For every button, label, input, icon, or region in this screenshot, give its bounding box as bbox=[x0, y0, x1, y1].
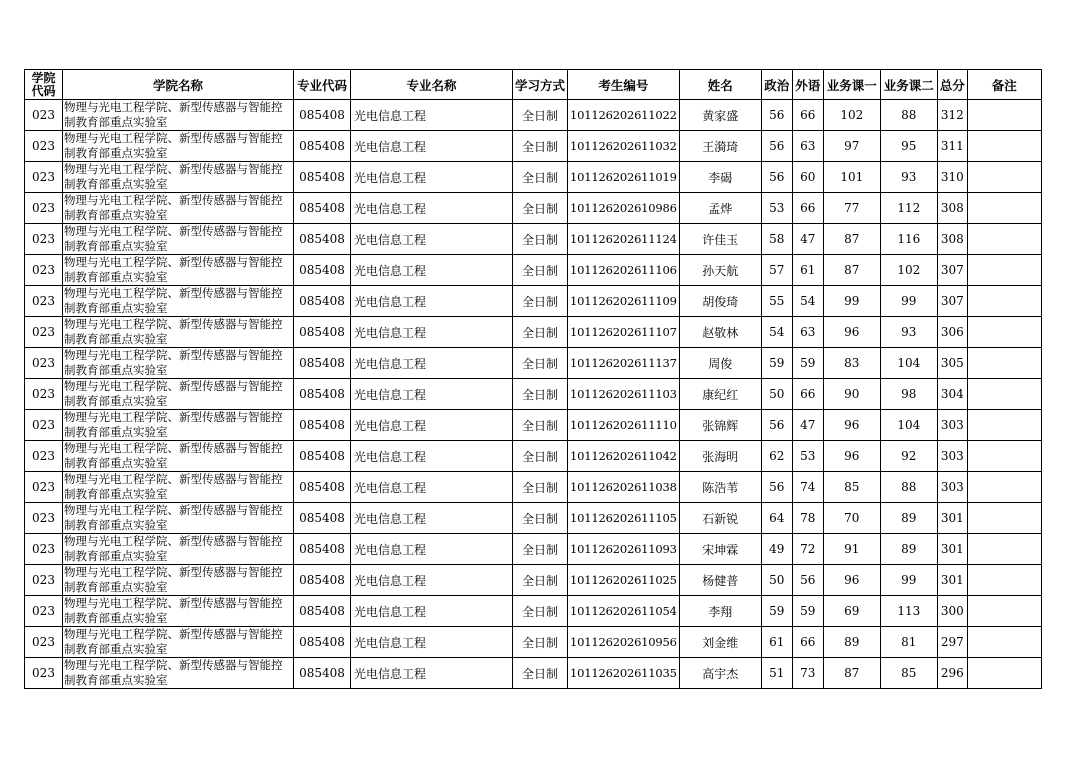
remarks-cell bbox=[967, 503, 1041, 534]
foreign-language-score-cell: 56 bbox=[792, 565, 823, 596]
college-code-cell: 023 bbox=[25, 255, 63, 286]
exam-number-cell: 101126202611103 bbox=[568, 379, 680, 410]
foreign-language-score-cell: 54 bbox=[792, 286, 823, 317]
major-name-cell: 光电信息工程 bbox=[351, 162, 513, 193]
remarks-cell bbox=[967, 162, 1041, 193]
remarks-cell bbox=[967, 565, 1041, 596]
subject-two-score-cell: 89 bbox=[880, 503, 937, 534]
foreign-language-score-cell: 47 bbox=[792, 410, 823, 441]
header-college-code: 学院代码 bbox=[25, 70, 63, 100]
major-code-cell: 085408 bbox=[294, 131, 351, 162]
student-name-cell: 黄家盛 bbox=[679, 100, 761, 131]
total-score-cell: 301 bbox=[937, 503, 967, 534]
study-mode-cell: 全日制 bbox=[513, 224, 568, 255]
college-code-cell: 023 bbox=[25, 100, 63, 131]
subject-two-score-cell: 99 bbox=[880, 286, 937, 317]
major-code-cell: 085408 bbox=[294, 441, 351, 472]
college-name-cell: 物理与光电工程学院、新型传感器与智能控制教育部重点实验室 bbox=[63, 131, 294, 162]
college-name-cell: 物理与光电工程学院、新型传感器与智能控制教育部重点实验室 bbox=[63, 286, 294, 317]
college-code-cell: 023 bbox=[25, 162, 63, 193]
student-name-cell: 陈浩苇 bbox=[679, 472, 761, 503]
college-name-cell: 物理与光电工程学院、新型传感器与智能控制教育部重点实验室 bbox=[63, 596, 294, 627]
politics-score-cell: 50 bbox=[761, 379, 792, 410]
foreign-language-score-cell: 66 bbox=[792, 193, 823, 224]
study-mode-cell: 全日制 bbox=[513, 503, 568, 534]
major-name-cell: 光电信息工程 bbox=[351, 658, 513, 689]
total-score-cell: 308 bbox=[937, 224, 967, 255]
major-name-cell: 光电信息工程 bbox=[351, 224, 513, 255]
foreign-language-score-cell: 78 bbox=[792, 503, 823, 534]
table-row bbox=[25, 565, 1042, 596]
politics-score-cell: 59 bbox=[761, 348, 792, 379]
major-code-cell: 085408 bbox=[294, 627, 351, 658]
college-name-cell: 物理与光电工程学院、新型传感器与智能控制教育部重点实验室 bbox=[63, 100, 294, 131]
exam-number-cell: 101126202611107 bbox=[568, 317, 680, 348]
major-code-cell: 085408 bbox=[294, 224, 351, 255]
remarks-cell bbox=[967, 224, 1041, 255]
remarks-cell bbox=[967, 627, 1041, 658]
exam-number-cell: 101126202611025 bbox=[568, 565, 680, 596]
study-mode-cell: 全日制 bbox=[513, 658, 568, 689]
header-politics: 政治 bbox=[761, 70, 792, 100]
table-row bbox=[25, 131, 1042, 162]
college-code-cell: 023 bbox=[25, 565, 63, 596]
major-name-cell: 光电信息工程 bbox=[351, 193, 513, 224]
table-row bbox=[25, 193, 1042, 224]
politics-score-cell: 51 bbox=[761, 658, 792, 689]
header-college-name: 学院名称 bbox=[63, 70, 294, 100]
college-name-cell: 物理与光电工程学院、新型传感器与智能控制教育部重点实验室 bbox=[63, 348, 294, 379]
subject-one-score-cell: 87 bbox=[823, 658, 880, 689]
college-code-cell: 023 bbox=[25, 410, 63, 441]
major-code-cell: 085408 bbox=[294, 658, 351, 689]
college-code-cell: 023 bbox=[25, 348, 63, 379]
table-row bbox=[25, 627, 1042, 658]
total-score-cell: 307 bbox=[937, 255, 967, 286]
subject-two-score-cell: 112 bbox=[880, 193, 937, 224]
total-score-cell: 303 bbox=[937, 472, 967, 503]
remarks-cell bbox=[967, 379, 1041, 410]
table-row bbox=[25, 348, 1042, 379]
college-name-cell: 物理与光电工程学院、新型传感器与智能控制教育部重点实验室 bbox=[63, 379, 294, 410]
study-mode-cell: 全日制 bbox=[513, 348, 568, 379]
study-mode-cell: 全日制 bbox=[513, 131, 568, 162]
college-name-cell: 物理与光电工程学院、新型传感器与智能控制教育部重点实验室 bbox=[63, 410, 294, 441]
major-code-cell: 085408 bbox=[294, 503, 351, 534]
major-code-cell: 085408 bbox=[294, 100, 351, 131]
score-table bbox=[24, 69, 1042, 689]
remarks-cell bbox=[967, 286, 1041, 317]
politics-score-cell: 53 bbox=[761, 193, 792, 224]
subject-one-score-cell: 101 bbox=[823, 162, 880, 193]
foreign-language-score-cell: 53 bbox=[792, 441, 823, 472]
table-row bbox=[25, 596, 1042, 627]
college-name-cell: 物理与光电工程学院、新型传感器与智能控制教育部重点实验室 bbox=[63, 162, 294, 193]
foreign-language-score-cell: 63 bbox=[792, 131, 823, 162]
table-row bbox=[25, 255, 1042, 286]
header-exam-number: 考生编号 bbox=[568, 70, 680, 100]
header-total: 总分 bbox=[937, 70, 967, 100]
subject-two-score-cell: 102 bbox=[880, 255, 937, 286]
remarks-cell bbox=[967, 255, 1041, 286]
exam-number-cell: 101126202611032 bbox=[568, 131, 680, 162]
major-name-cell: 光电信息工程 bbox=[351, 286, 513, 317]
table-row bbox=[25, 441, 1042, 472]
subject-two-score-cell: 104 bbox=[880, 410, 937, 441]
politics-score-cell: 59 bbox=[761, 596, 792, 627]
exam-number-cell: 101126202611105 bbox=[568, 503, 680, 534]
college-code-cell: 023 bbox=[25, 441, 63, 472]
major-code-cell: 085408 bbox=[294, 162, 351, 193]
major-name-cell: 光电信息工程 bbox=[351, 410, 513, 441]
foreign-language-score-cell: 74 bbox=[792, 472, 823, 503]
total-score-cell: 296 bbox=[937, 658, 967, 689]
subject-two-score-cell: 104 bbox=[880, 348, 937, 379]
college-name-cell: 物理与光电工程学院、新型传感器与智能控制教育部重点实验室 bbox=[63, 317, 294, 348]
total-score-cell: 301 bbox=[937, 565, 967, 596]
total-score-cell: 310 bbox=[937, 162, 967, 193]
total-score-cell: 307 bbox=[937, 286, 967, 317]
foreign-language-score-cell: 66 bbox=[792, 627, 823, 658]
exam-number-cell: 101126202611109 bbox=[568, 286, 680, 317]
subject-one-score-cell: 89 bbox=[823, 627, 880, 658]
politics-score-cell: 64 bbox=[761, 503, 792, 534]
study-mode-cell: 全日制 bbox=[513, 472, 568, 503]
study-mode-cell: 全日制 bbox=[513, 534, 568, 565]
foreign-language-score-cell: 47 bbox=[792, 224, 823, 255]
major-code-cell: 085408 bbox=[294, 255, 351, 286]
subject-two-score-cell: 92 bbox=[880, 441, 937, 472]
foreign-language-score-cell: 61 bbox=[792, 255, 823, 286]
student-name-cell: 张海明 bbox=[679, 441, 761, 472]
college-code-cell: 023 bbox=[25, 193, 63, 224]
major-name-cell: 光电信息工程 bbox=[351, 503, 513, 534]
subject-two-score-cell: 99 bbox=[880, 565, 937, 596]
student-name-cell: 孟烨 bbox=[679, 193, 761, 224]
total-score-cell: 304 bbox=[937, 379, 967, 410]
header-remarks: 备注 bbox=[967, 70, 1041, 100]
total-score-cell: 297 bbox=[937, 627, 967, 658]
major-name-cell: 光电信息工程 bbox=[351, 472, 513, 503]
subject-two-score-cell: 88 bbox=[880, 472, 937, 503]
remarks-cell bbox=[967, 193, 1041, 224]
table-row bbox=[25, 224, 1042, 255]
student-name-cell: 宋坤霖 bbox=[679, 534, 761, 565]
student-name-cell: 王漪琦 bbox=[679, 131, 761, 162]
major-name-cell: 光电信息工程 bbox=[351, 534, 513, 565]
total-score-cell: 301 bbox=[937, 534, 967, 565]
foreign-language-score-cell: 60 bbox=[792, 162, 823, 193]
table-row bbox=[25, 100, 1042, 131]
remarks-cell bbox=[967, 348, 1041, 379]
study-mode-cell: 全日制 bbox=[513, 379, 568, 410]
college-code-cell: 023 bbox=[25, 286, 63, 317]
college-code-cell: 023 bbox=[25, 627, 63, 658]
foreign-language-score-cell: 73 bbox=[792, 658, 823, 689]
major-name-cell: 光电信息工程 bbox=[351, 100, 513, 131]
politics-score-cell: 56 bbox=[761, 162, 792, 193]
politics-score-cell: 49 bbox=[761, 534, 792, 565]
remarks-cell bbox=[967, 441, 1041, 472]
subject-one-score-cell: 96 bbox=[823, 317, 880, 348]
subject-two-score-cell: 116 bbox=[880, 224, 937, 255]
header-name: 姓名 bbox=[679, 70, 761, 100]
table-row bbox=[25, 472, 1042, 503]
total-score-cell: 312 bbox=[937, 100, 967, 131]
subject-one-score-cell: 96 bbox=[823, 565, 880, 596]
subject-one-score-cell: 102 bbox=[823, 100, 880, 131]
student-name-cell: 孙天航 bbox=[679, 255, 761, 286]
major-name-cell: 光电信息工程 bbox=[351, 441, 513, 472]
table-row bbox=[25, 317, 1042, 348]
college-code-cell: 023 bbox=[25, 658, 63, 689]
remarks-cell bbox=[967, 534, 1041, 565]
subject-one-score-cell: 91 bbox=[823, 534, 880, 565]
total-score-cell: 305 bbox=[937, 348, 967, 379]
student-name-cell: 李翔 bbox=[679, 596, 761, 627]
college-name-cell: 物理与光电工程学院、新型传感器与智能控制教育部重点实验室 bbox=[63, 627, 294, 658]
total-score-cell: 308 bbox=[937, 193, 967, 224]
major-code-cell: 085408 bbox=[294, 317, 351, 348]
subject-one-score-cell: 97 bbox=[823, 131, 880, 162]
exam-number-cell: 101126202611110 bbox=[568, 410, 680, 441]
remarks-cell bbox=[967, 472, 1041, 503]
exam-number-cell: 101126202611054 bbox=[568, 596, 680, 627]
study-mode-cell: 全日制 bbox=[513, 596, 568, 627]
major-code-cell: 085408 bbox=[294, 379, 351, 410]
student-name-cell: 张锦辉 bbox=[679, 410, 761, 441]
subject-one-score-cell: 96 bbox=[823, 441, 880, 472]
subject-one-score-cell: 77 bbox=[823, 193, 880, 224]
remarks-cell bbox=[967, 658, 1041, 689]
student-name-cell: 刘金维 bbox=[679, 627, 761, 658]
remarks-cell bbox=[967, 596, 1041, 627]
subject-two-score-cell: 98 bbox=[880, 379, 937, 410]
header-subject-two: 业务课二 bbox=[880, 70, 937, 100]
subject-one-score-cell: 90 bbox=[823, 379, 880, 410]
table-row bbox=[25, 379, 1042, 410]
college-code-cell: 023 bbox=[25, 472, 63, 503]
politics-score-cell: 50 bbox=[761, 565, 792, 596]
table-row bbox=[25, 658, 1042, 689]
foreign-language-score-cell: 63 bbox=[792, 317, 823, 348]
major-name-cell: 光电信息工程 bbox=[351, 131, 513, 162]
student-name-cell: 许佳玉 bbox=[679, 224, 761, 255]
exam-number-cell: 101126202610956 bbox=[568, 627, 680, 658]
subject-one-score-cell: 69 bbox=[823, 596, 880, 627]
politics-score-cell: 61 bbox=[761, 627, 792, 658]
college-code-cell: 023 bbox=[25, 224, 63, 255]
major-name-cell: 光电信息工程 bbox=[351, 255, 513, 286]
politics-score-cell: 54 bbox=[761, 317, 792, 348]
college-name-cell: 物理与光电工程学院、新型传感器与智能控制教育部重点实验室 bbox=[63, 503, 294, 534]
total-score-cell: 306 bbox=[937, 317, 967, 348]
study-mode-cell: 全日制 bbox=[513, 100, 568, 131]
subject-two-score-cell: 89 bbox=[880, 534, 937, 565]
subject-one-score-cell: 70 bbox=[823, 503, 880, 534]
subject-two-score-cell: 93 bbox=[880, 162, 937, 193]
major-code-cell: 085408 bbox=[294, 193, 351, 224]
header-subject-one: 业务课一 bbox=[823, 70, 880, 100]
college-name-cell: 物理与光电工程学院、新型传感器与智能控制教育部重点实验室 bbox=[63, 565, 294, 596]
header-foreign-language: 外语 bbox=[792, 70, 823, 100]
exam-number-cell: 101126202611038 bbox=[568, 472, 680, 503]
student-name-cell: 胡俊琦 bbox=[679, 286, 761, 317]
exam-number-cell: 101126202611137 bbox=[568, 348, 680, 379]
study-mode-cell: 全日制 bbox=[513, 317, 568, 348]
college-name-cell: 物理与光电工程学院、新型传感器与智能控制教育部重点实验室 bbox=[63, 255, 294, 286]
politics-score-cell: 62 bbox=[761, 441, 792, 472]
major-name-cell: 光电信息工程 bbox=[351, 565, 513, 596]
subject-two-score-cell: 113 bbox=[880, 596, 937, 627]
subject-two-score-cell: 93 bbox=[880, 317, 937, 348]
exam-number-cell: 101126202611042 bbox=[568, 441, 680, 472]
study-mode-cell: 全日制 bbox=[513, 565, 568, 596]
politics-score-cell: 56 bbox=[761, 131, 792, 162]
college-name-cell: 物理与光电工程学院、新型传感器与智能控制教育部重点实验室 bbox=[63, 658, 294, 689]
total-score-cell: 303 bbox=[937, 410, 967, 441]
college-name-cell: 物理与光电工程学院、新型传感器与智能控制教育部重点实验室 bbox=[63, 472, 294, 503]
table-row bbox=[25, 286, 1042, 317]
header-row bbox=[25, 70, 1042, 100]
politics-score-cell: 56 bbox=[761, 472, 792, 503]
exam-number-cell: 101126202611019 bbox=[568, 162, 680, 193]
major-code-cell: 085408 bbox=[294, 472, 351, 503]
major-code-cell: 085408 bbox=[294, 534, 351, 565]
study-mode-cell: 全日制 bbox=[513, 255, 568, 286]
header-study-mode: 学习方式 bbox=[513, 70, 568, 100]
remarks-cell bbox=[967, 317, 1041, 348]
total-score-cell: 311 bbox=[937, 131, 967, 162]
total-score-cell: 300 bbox=[937, 596, 967, 627]
remarks-cell bbox=[967, 410, 1041, 441]
major-name-cell: 光电信息工程 bbox=[351, 317, 513, 348]
college-name-cell: 物理与光电工程学院、新型传感器与智能控制教育部重点实验室 bbox=[63, 441, 294, 472]
major-code-cell: 085408 bbox=[294, 348, 351, 379]
total-score-cell: 303 bbox=[937, 441, 967, 472]
subject-one-score-cell: 85 bbox=[823, 472, 880, 503]
politics-score-cell: 56 bbox=[761, 100, 792, 131]
major-name-cell: 光电信息工程 bbox=[351, 596, 513, 627]
exam-number-cell: 101126202610986 bbox=[568, 193, 680, 224]
subject-one-score-cell: 83 bbox=[823, 348, 880, 379]
college-code-cell: 023 bbox=[25, 503, 63, 534]
college-code-cell: 023 bbox=[25, 131, 63, 162]
major-name-cell: 光电信息工程 bbox=[351, 379, 513, 410]
foreign-language-score-cell: 59 bbox=[792, 596, 823, 627]
student-name-cell: 高宇杰 bbox=[679, 658, 761, 689]
student-name-cell: 康纪红 bbox=[679, 379, 761, 410]
table-row bbox=[25, 503, 1042, 534]
politics-score-cell: 55 bbox=[761, 286, 792, 317]
college-name-cell: 物理与光电工程学院、新型传感器与智能控制教育部重点实验室 bbox=[63, 224, 294, 255]
major-name-cell: 光电信息工程 bbox=[351, 348, 513, 379]
exam-number-cell: 101126202611124 bbox=[568, 224, 680, 255]
foreign-language-score-cell: 72 bbox=[792, 534, 823, 565]
exam-number-cell: 101126202611093 bbox=[568, 534, 680, 565]
politics-score-cell: 58 bbox=[761, 224, 792, 255]
study-mode-cell: 全日制 bbox=[513, 162, 568, 193]
study-mode-cell: 全日制 bbox=[513, 441, 568, 472]
remarks-cell bbox=[967, 100, 1041, 131]
foreign-language-score-cell: 66 bbox=[792, 379, 823, 410]
exam-number-cell: 101126202611022 bbox=[568, 100, 680, 131]
student-name-cell: 杨健普 bbox=[679, 565, 761, 596]
college-name-cell: 物理与光电工程学院、新型传感器与智能控制教育部重点实验室 bbox=[63, 534, 294, 565]
politics-score-cell: 56 bbox=[761, 410, 792, 441]
major-code-cell: 085408 bbox=[294, 565, 351, 596]
college-code-cell: 023 bbox=[25, 379, 63, 410]
student-name-cell: 赵敬林 bbox=[679, 317, 761, 348]
table-row bbox=[25, 534, 1042, 565]
study-mode-cell: 全日制 bbox=[513, 410, 568, 441]
study-mode-cell: 全日制 bbox=[513, 286, 568, 317]
foreign-language-score-cell: 59 bbox=[792, 348, 823, 379]
subject-two-score-cell: 95 bbox=[880, 131, 937, 162]
major-code-cell: 085408 bbox=[294, 596, 351, 627]
study-mode-cell: 全日制 bbox=[513, 193, 568, 224]
college-code-cell: 023 bbox=[25, 534, 63, 565]
study-mode-cell: 全日制 bbox=[513, 627, 568, 658]
major-name-cell: 光电信息工程 bbox=[351, 627, 513, 658]
subject-two-score-cell: 88 bbox=[880, 100, 937, 131]
subject-one-score-cell: 96 bbox=[823, 410, 880, 441]
subject-one-score-cell: 99 bbox=[823, 286, 880, 317]
subject-one-score-cell: 87 bbox=[823, 255, 880, 286]
remarks-cell bbox=[967, 131, 1041, 162]
student-name-cell: 石新锐 bbox=[679, 503, 761, 534]
major-code-cell: 085408 bbox=[294, 410, 351, 441]
exam-number-cell: 101126202611035 bbox=[568, 658, 680, 689]
exam-number-cell: 101126202611106 bbox=[568, 255, 680, 286]
college-code-cell: 023 bbox=[25, 317, 63, 348]
header-major-code: 专业代码 bbox=[294, 70, 351, 100]
foreign-language-score-cell: 66 bbox=[792, 100, 823, 131]
subject-two-score-cell: 85 bbox=[880, 658, 937, 689]
college-name-cell: 物理与光电工程学院、新型传感器与智能控制教育部重点实验室 bbox=[63, 193, 294, 224]
table-row bbox=[25, 162, 1042, 193]
student-name-cell: 周俊 bbox=[679, 348, 761, 379]
politics-score-cell: 57 bbox=[761, 255, 792, 286]
subject-one-score-cell: 87 bbox=[823, 224, 880, 255]
header-major-name: 专业名称 bbox=[351, 70, 513, 100]
college-code-cell: 023 bbox=[25, 596, 63, 627]
table-row bbox=[25, 410, 1042, 441]
student-name-cell: 李碣 bbox=[679, 162, 761, 193]
major-code-cell: 085408 bbox=[294, 286, 351, 317]
subject-two-score-cell: 81 bbox=[880, 627, 937, 658]
